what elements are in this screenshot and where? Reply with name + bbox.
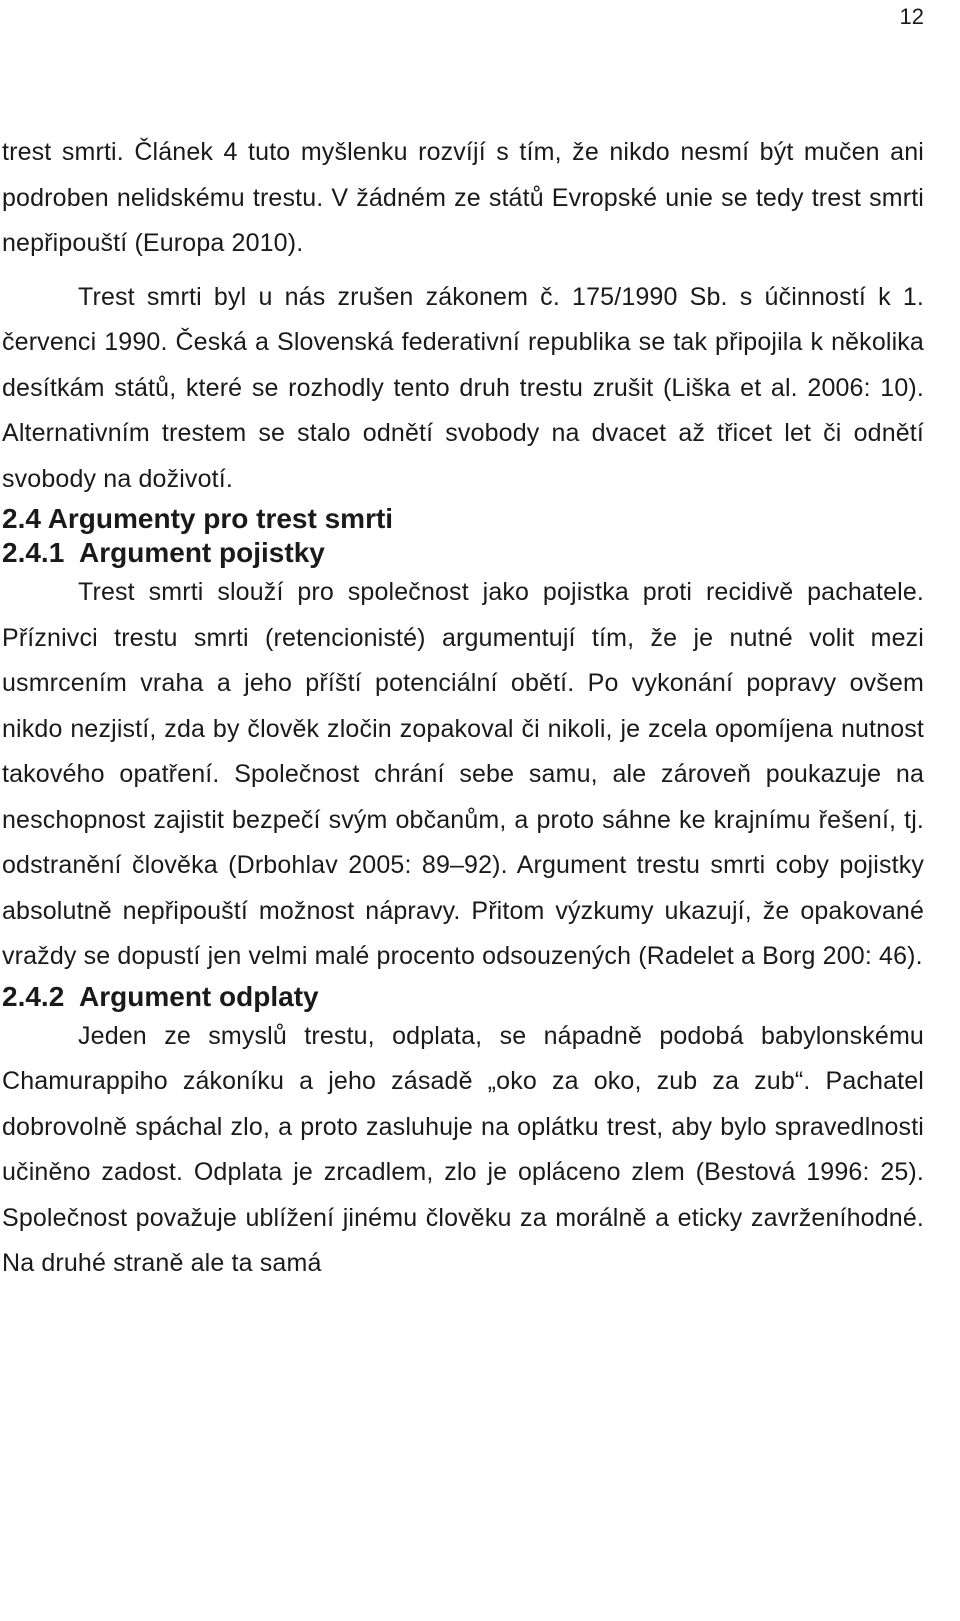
- paragraph-4: Jeden ze smyslů trestu, odplata, se nápadně podobá babylonskému Chamurappiho zákoníku a jeho zásadě „oko za oko, zub za zub“. Pachatel dobrovolně spáchal zlo, a proto zasluhuje na oplátku trest, aby bylo spravedlnosti učiněno zadost. Odplata je zrcadlem, zlo je opláceno zlem (Bestová 1996: 25). Společnost považuje ublížení jinému člověku za morálně a eticky zavrženíhodné. Na druhé straně ale ta samá: [2, 1021, 924, 1277]
- document-body: [2, 130, 924, 1287]
- heading-2-4-2: [2, 980, 924, 1014]
- heading-2-4-2-title: Argument odplaty: [79, 980, 319, 1012]
- heading-2-4-1: [2, 536, 924, 570]
- heading-2-4-number: 2.4: [2, 503, 41, 534]
- heading-2-4-2-number: 2.4.2: [2, 980, 65, 1012]
- heading-2-4-1-number: 2.4.1: [2, 537, 65, 568]
- paragraph-1: trest smrti. Článek 4 tuto myšlenku rozvíjí s tím, že nikdo nesmí být mučen ani podroben nelidskému trestu. V žádném ze států Evropské unie se tedy trest smrti nepřipouští (Europa 2010).: [2, 138, 924, 257]
- paragraph-3: Trest smrti slouží pro společnost jako pojistka proti recidivě pachatele. Příznivci trestu smrti (retencionisté) argumentují tím, že je nutné volit mezi usmrcením vraha a jeho příští potenciální obětí. Po vykonání popravy ovšem nikdo nezjistí, zda by člověk zločin zopakoval či nikoli, je zcela opomíjena nutnost takového opatření. Společnost chrání sebe samu, ale zároveň poukazuje na neschopnost zajistit bezpečí svým občanům, a proto sáhne ke krajnímu řešení, tj. odstranění člověka (Drbohlav 2005: 89–92). Argument trestu smrti coby pojistky absolutně nepřipouští možnost nápravy. Přitom výzkumy ukazují, že opakované vraždy se dopustí jen velmi malé procento odsouzených (Radelet a Borg 200: 46).: [2, 578, 924, 970]
- page-number: 12: [899, 4, 924, 29]
- paragraph-2: Trest smrti byl u nás zrušen zákonem č. 175/1990 Sb. s účinností k 1. červenci 1990. Česká a Slovenská federativní republika se tak připojila k několika desítkám států, které se rozhodly tento druh trestu zrušit (Liška et al. 2006: 10). Alternativním trestem se stalo odnětí svobody na dvacet až třicet let či odnětí svobody na doživotí.: [2, 282, 924, 493]
- heading-2-4: [2, 502, 924, 536]
- heading-2-4-title: Argumenty pro trest smrti: [47, 503, 394, 534]
- heading-2-4-1-title: Argument pojistky: [79, 537, 325, 568]
